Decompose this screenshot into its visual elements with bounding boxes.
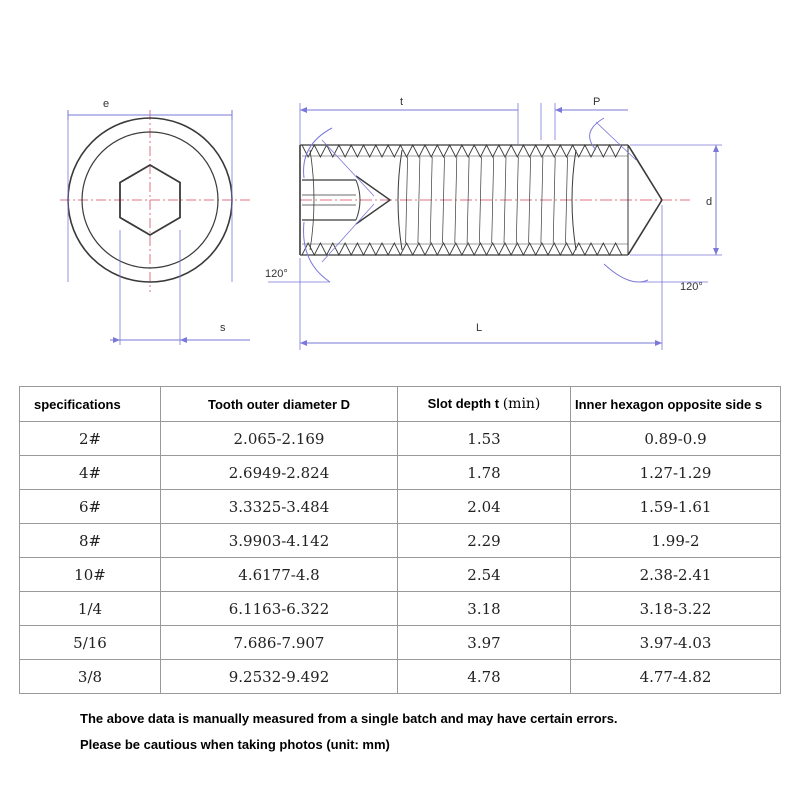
cell-spec: 6#: [20, 490, 161, 524]
cell-diameter: 2.065-2.169: [161, 422, 398, 456]
cell-spec: 2#: [20, 422, 161, 456]
dim-label-d: d: [706, 196, 713, 208]
cell-hex: 1.99-2: [571, 524, 781, 558]
specification-table: [19, 386, 781, 694]
cell-hex: 0.89-0.9: [571, 422, 781, 456]
set-screw-technical-drawing: [0, 0, 800, 380]
cell-slot-depth: 2.54: [398, 558, 571, 592]
cell-diameter: 9.2532-9.492: [161, 660, 398, 694]
dim-label-s: s: [220, 322, 226, 334]
cell-diameter: 6.1163-6.322: [161, 592, 398, 626]
header-slot-depth-unit: (min): [502, 396, 541, 412]
dim-label-l: L: [476, 322, 483, 334]
cell-hex: 4.77-4.82: [571, 660, 781, 694]
table-row: [20, 524, 781, 558]
cell-hex: 1.59-1.61: [571, 490, 781, 524]
cell-slot-depth: 4.78: [398, 660, 571, 694]
cell-spec: 10#: [20, 558, 161, 592]
cell-spec: 1/4: [20, 592, 161, 626]
cell-diameter: 2.6949-2.824: [161, 456, 398, 490]
header-slot-depth-label: Slot depth t: [427, 396, 500, 411]
side-view: [268, 103, 722, 350]
table-row: [20, 660, 781, 694]
cell-diameter: 3.9903-4.142: [161, 524, 398, 558]
cell-slot-depth: 3.97: [398, 626, 571, 660]
table-row: [20, 558, 781, 592]
table-row: [20, 592, 781, 626]
end-view: [60, 110, 252, 345]
cell-spec: 8#: [20, 524, 161, 558]
cell-spec: 4#: [20, 456, 161, 490]
cell-slot-depth: 1.53: [398, 422, 571, 456]
cell-hex: 1.27-1.29: [571, 456, 781, 490]
cell-hex: 3.97-4.03: [571, 626, 781, 660]
table-row: [20, 456, 781, 490]
table-row: [20, 490, 781, 524]
angle-label-left: 120°: [265, 268, 288, 280]
header-inner-hexagon: Inner hexagon opposite side s: [571, 387, 781, 422]
cell-hex: 3.18-3.22: [571, 592, 781, 626]
table-row: [20, 422, 781, 456]
header-specifications: specifications: [20, 387, 161, 422]
header-tooth-outer-diameter: Tooth outer diameter D: [161, 387, 398, 422]
angle-label-right: 120°: [680, 281, 703, 293]
cell-slot-depth: 1.78: [398, 456, 571, 490]
cell-hex: 2.38-2.41: [571, 558, 781, 592]
cell-diameter: 7.686-7.907: [161, 626, 398, 660]
dim-label-p: P: [593, 96, 601, 108]
cell-diameter: 4.6177-4.8: [161, 558, 398, 592]
cell-slot-depth: 2.04: [398, 490, 571, 524]
dim-label-e: e: [103, 98, 110, 110]
cell-spec: 5/16: [20, 626, 161, 660]
cell-slot-depth: 2.29: [398, 524, 571, 558]
disclaimer-note: The above data is manually measured from a single batch and may have certain errors.: [80, 711, 618, 726]
table-header-row: [20, 387, 781, 422]
table-row: [20, 626, 781, 660]
unit-note: Please be cautious when taking photos (unit: mm): [80, 737, 390, 752]
cell-slot-depth: 3.18: [398, 592, 571, 626]
cell-spec: 3/8: [20, 660, 161, 694]
cell-diameter: 3.3325-3.484: [161, 490, 398, 524]
header-slot-depth: [398, 387, 571, 422]
dim-label-t: t: [400, 96, 404, 108]
